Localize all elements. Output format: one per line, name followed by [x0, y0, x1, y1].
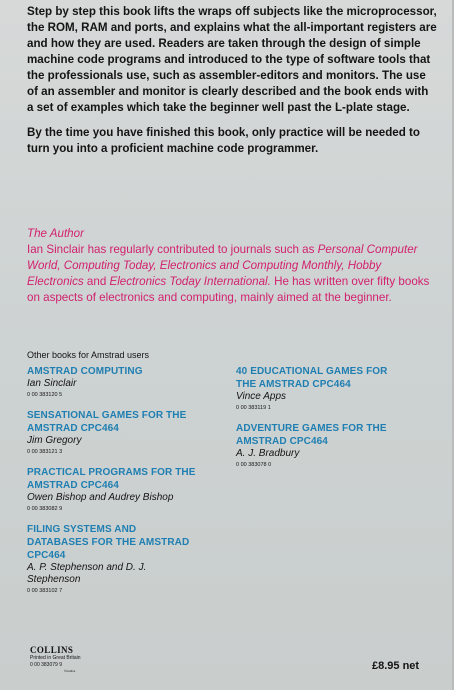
blurb-paragraph-1: Step by step this book lifts the wraps off subjects like the microprocessor, the ROM, RAM and ports, and explains what the all-important registers are and how they are used. Readers are taken through the design of simple machine code programs and introduced to the type of software tools that the professionals use, such as assembler-editors and monitors. The use of an assembler and monitor is clearly described and the book ends with a set of examples which take the beginner well past the L-plate stage.	[27, 5, 437, 114]
book-author: Vince Apps	[236, 391, 287, 402]
other-books-title: Other books for Amstrad users	[27, 350, 150, 360]
publisher-logo: COLLINS	[30, 645, 74, 655]
author-bio-journals-1: Personal Computer World, Computing Today, Electronics and Computing Monthly, Hobby Electronics	[27, 243, 418, 288]
book-author: Ian Sinclair	[27, 378, 77, 389]
author-section	[27, 226, 437, 306]
book-author: Jim Gregory	[27, 435, 82, 446]
book-isbn: 0 00 383119 1	[236, 405, 271, 411]
book-author: A. P. Stephenson and D. J. Stephenson	[27, 562, 147, 585]
book-isbn: 0 00 383121 3	[27, 449, 63, 455]
author-heading: The Author	[27, 227, 84, 240]
book-entry	[27, 466, 232, 514]
book-isbn: 0 00 383102 7	[27, 588, 63, 594]
book-title: FILING SYSTEMS AND DATABASES FOR THE AMSTRAD CPC464	[27, 524, 190, 561]
book-isbn: 0 00 383120 5	[27, 392, 63, 398]
book-entry	[27, 523, 232, 596]
publisher-block	[30, 645, 81, 673]
book-isbn: 0 00 383082 9	[27, 506, 63, 512]
printed-in: Printed in Great Britain	[30, 655, 81, 661]
book-entry	[236, 422, 441, 470]
book-list-right	[236, 365, 441, 479]
book-title: 40 EDUCATIONAL GAMES FOR THE AMSTRAD CPC464	[236, 366, 388, 390]
book-author: A. J. Bradbury	[236, 448, 300, 459]
copyright-mark: ©Collins	[64, 669, 76, 673]
book-title: SENSATIONAL GAMES FOR THE AMSTRAD CPC464	[27, 410, 187, 434]
author-bio-text-2: and	[83, 275, 110, 288]
book-title: ADVENTURE GAMES FOR THE AMSTRAD CPC464	[236, 423, 387, 447]
book-entry	[27, 409, 232, 457]
author-bio	[27, 242, 437, 306]
blurb-paragraph-2: By the time you have finished this book, only practice will be needed to turn you into a proficient machine code programmer.	[27, 126, 420, 155]
author-bio-text-3: He has written over fifty books on aspects of electronics and computing, mainly aimed at the beginner.	[27, 275, 430, 304]
book-list-left	[27, 365, 232, 605]
book-author: Owen Bishop and Audrey Bishop	[27, 492, 174, 503]
author-bio-text-1: Ian Sinclair has regularly contributed to journals such as	[27, 243, 318, 256]
book-title: AMSTRAD COMPUTING	[27, 366, 143, 377]
book-entry	[27, 365, 232, 400]
blurb	[27, 4, 437, 157]
book-entry	[236, 365, 441, 413]
cover-isbn: 0 00 383079 9	[30, 662, 62, 668]
price: £8.95 net	[372, 660, 420, 672]
author-bio-journals-2: Electronics Today International.	[109, 275, 271, 288]
book-title: PRACTICAL PROGRAMS FOR THE AMSTRAD CPC464	[27, 467, 196, 491]
book-isbn: 0 00 383078 0	[236, 462, 272, 468]
